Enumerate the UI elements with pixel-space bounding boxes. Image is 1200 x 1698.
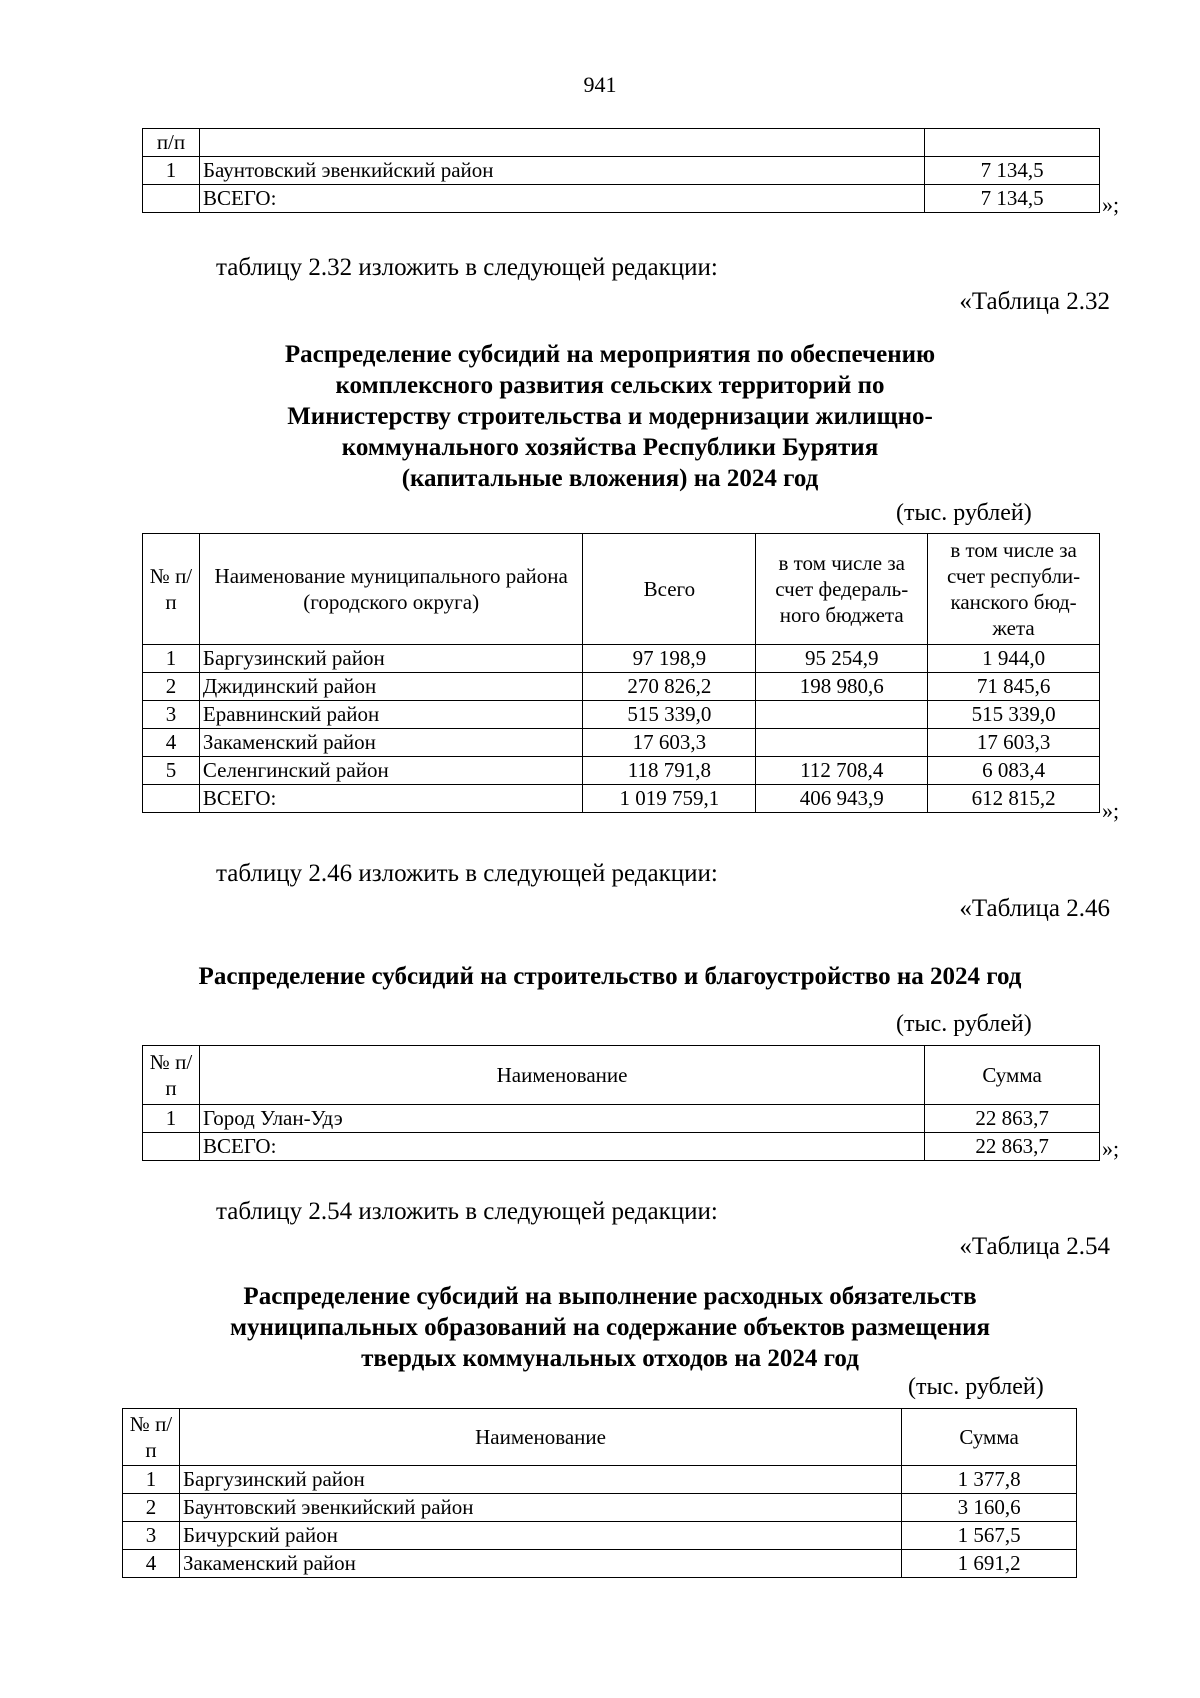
table-total-row: [143, 185, 1100, 213]
cell-name: Город Улан-Удэ: [199, 1105, 924, 1133]
intro-2-46: таблицу 2.46 изложить в следующей редакции:: [216, 860, 718, 887]
cell-num: [143, 1133, 200, 1161]
cell-sum: 1 567,5: [902, 1522, 1077, 1550]
cell-total: 515 339,0: [583, 701, 756, 729]
cell-name: ВСЕГО:: [199, 185, 924, 213]
header-name: [199, 129, 924, 157]
cell-num: [143, 785, 200, 813]
cell-total: 1 019 759,1: [583, 785, 756, 813]
table-row: [143, 729, 1100, 757]
table-row: [143, 645, 1100, 673]
table-header-row: [123, 1409, 1077, 1466]
page-number: 941: [583, 72, 617, 97]
table-row: [143, 1105, 1100, 1133]
header-num: № п/п: [143, 1046, 200, 1105]
header-name: Наименование муниципального района (городского округа): [199, 534, 583, 645]
table-header-row: [143, 534, 1100, 645]
cell-sum: 7 134,5: [925, 185, 1100, 213]
header-republic: в том числе за счет республи-канского бюд-жета: [928, 534, 1100, 645]
cell-total: 97 198,9: [583, 645, 756, 673]
cell-name: Баргузинский район: [199, 645, 583, 673]
cell-num: 2: [143, 673, 200, 701]
cell-num: 4: [123, 1550, 180, 1578]
cell-sum: 1 691,2: [902, 1550, 1077, 1578]
cell-num: 1: [143, 157, 200, 185]
cell-total: 270 826,2: [583, 673, 756, 701]
cell-num: 3: [143, 701, 200, 729]
header-sum: Сумма: [902, 1409, 1077, 1466]
table-row: [123, 1522, 1077, 1550]
table-end-mark: »;: [1102, 192, 1120, 217]
cell-republic: 1 944,0: [928, 645, 1100, 673]
cell-federal: [756, 701, 928, 729]
table-row: [143, 757, 1100, 785]
cell-federal: [756, 729, 928, 757]
title-line: коммунального хозяйства Республики Бурятия: [341, 434, 879, 461]
table-ref-2-46: «Таблица 2.46: [959, 895, 1110, 922]
title-line: муниципальных образований на содержание объектов размещения: [229, 1314, 991, 1341]
cell-sum: 22 863,7: [925, 1105, 1100, 1133]
table-row: [143, 157, 1100, 185]
table-title-2-32: [120, 339, 1100, 494]
table-end-mark: »;: [1102, 1136, 1120, 1161]
cell-name: Закаменский район: [199, 729, 583, 757]
cell-name: Баунтовский эвенкийский район: [199, 157, 924, 185]
cell-federal: 406 943,9: [756, 785, 928, 813]
header-name: Наименование: [199, 1046, 924, 1105]
cell-sum: 3 160,6: [902, 1494, 1077, 1522]
cell-num: 5: [143, 757, 200, 785]
table-row: [143, 673, 1100, 701]
cell-republic: 71 845,6: [928, 673, 1100, 701]
title-line: (капитальные вложения) на 2024 год: [401, 465, 819, 492]
table-row: [123, 1550, 1077, 1578]
units-label: (тыс. рублей): [896, 1011, 1032, 1037]
cell-republic: 515 339,0: [928, 701, 1100, 729]
header-sum: Сумма: [925, 1046, 1100, 1105]
cell-republic: 612 815,2: [928, 785, 1100, 813]
table-row: [123, 1466, 1077, 1494]
cell-federal: 95 254,9: [756, 645, 928, 673]
header-num: п/п: [143, 129, 200, 157]
cell-sum: 22 863,7: [925, 1133, 1100, 1161]
cell-num: 1: [123, 1466, 180, 1494]
title-line: Распределение субсидий на выполнение расходных обязательств: [243, 1283, 977, 1310]
table-total-row: [143, 785, 1100, 813]
table-ref-2-54: «Таблица 2.54: [959, 1233, 1110, 1260]
cell-num: 3: [123, 1522, 180, 1550]
table-header-row: [143, 1046, 1100, 1105]
cell-republic: 17 603,3: [928, 729, 1100, 757]
intro-2-32: таблицу 2.32 изложить в следующей редакции:: [216, 254, 718, 281]
title-line: комплексного развития сельских территорий по: [335, 372, 885, 399]
cell-federal: 112 708,4: [756, 757, 928, 785]
table-title-2-46: Распределение субсидий на строительство и благоустройство на 2024 год: [198, 963, 1022, 990]
cell-name: Селенгинский район: [199, 757, 583, 785]
units-label: (тыс. рублей): [896, 500, 1032, 526]
units-label: (тыс. рублей): [908, 1374, 1044, 1400]
title-line: твердых коммунальных отходов на 2024 год: [361, 1345, 859, 1372]
cell-federal: 198 980,6: [756, 673, 928, 701]
cell-num: [143, 185, 200, 213]
header-num: № п/п: [123, 1409, 180, 1466]
cell-name: ВСЕГО:: [199, 1133, 924, 1161]
table-2-32: [142, 533, 1100, 813]
header-total: Всего: [583, 534, 756, 645]
table-row: [123, 1494, 1077, 1522]
cell-sum: 7 134,5: [925, 157, 1100, 185]
cell-num: 1: [143, 1105, 200, 1133]
cell-total: 118 791,8: [583, 757, 756, 785]
cell-name: Бичурский район: [179, 1522, 901, 1550]
header-num: № п/п: [143, 534, 200, 645]
header-federal: в том числе за счет федераль-ного бюджета: [756, 534, 928, 645]
table-2-46: [142, 1045, 1100, 1161]
table-end-mark: »;: [1102, 798, 1120, 823]
cell-sum: 1 377,8: [902, 1466, 1077, 1494]
cell-republic: 6 083,4: [928, 757, 1100, 785]
cell-num: 4: [143, 729, 200, 757]
title-line: Министерству строительства и модернизации жилищно-: [287, 403, 933, 430]
cell-name: Закаменский район: [179, 1550, 901, 1578]
cell-name: Баунтовский эвенкийский район: [179, 1494, 901, 1522]
intro-2-54: таблицу 2.54 изложить в следующей редакции:: [216, 1198, 718, 1225]
table-prev: [142, 128, 1100, 213]
cell-name: Джидинский район: [199, 673, 583, 701]
cell-name: Еравнинский район: [199, 701, 583, 729]
table-ref-2-32: «Таблица 2.32: [959, 288, 1110, 315]
cell-name: ВСЕГО:: [199, 785, 583, 813]
header-sum: [925, 129, 1100, 157]
cell-total: 17 603,3: [583, 729, 756, 757]
cell-num: 2: [123, 1494, 180, 1522]
table-title-2-54: [120, 1281, 1100, 1374]
table-row: [143, 701, 1100, 729]
title-line: Распределение субсидий на мероприятия по обеспечению: [284, 341, 936, 368]
table-2-54: [122, 1408, 1077, 1578]
table-total-row: [143, 1133, 1100, 1161]
table-header-row: [143, 129, 1100, 157]
cell-num: 1: [143, 645, 200, 673]
header-name: Наименование: [179, 1409, 901, 1466]
cell-name: Баргузинский район: [179, 1466, 901, 1494]
